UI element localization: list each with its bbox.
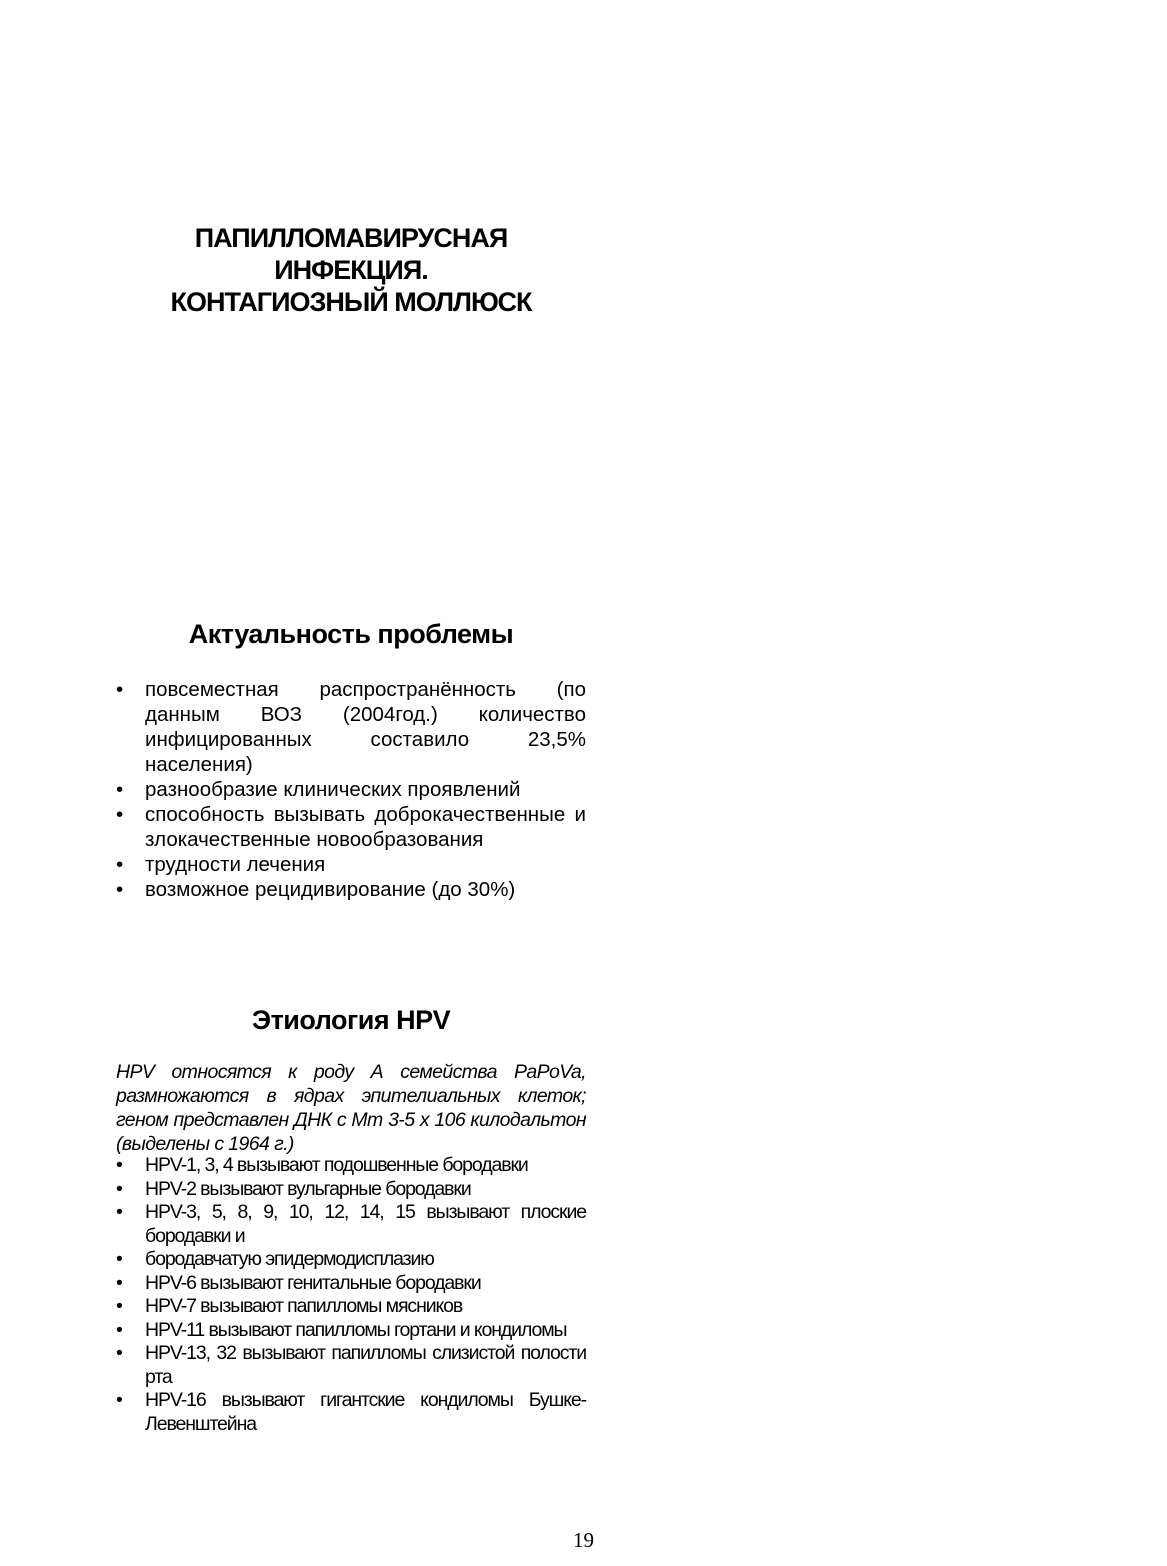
list-item: • HPV-3, 5, 8, 9, 10, 12, 14, 15 вызывают плоские бородавки и [116,1201,586,1248]
list-item: • бородавчатую эпидермодисплазию [116,1248,586,1272]
list-item: • HPV-6 вызывают генитальные бородавки [116,1272,586,1296]
list-item: • HPV-7 вызывают папилломы мясников [116,1295,586,1319]
list-item: • способность вызывать доброкачественные и злокачественные новообразования [116,802,586,852]
title-line-2: ИНФЕКЦИЯ. [274,255,428,285]
list-item: • трудности лечения [116,852,586,877]
list-item: • повсеместная распространённость (по данным ВОЗ (2004год.) количество инфицированных составило 23,5% населения) [116,677,586,777]
list-item: • возможное рецидивирование (до 30%) [116,877,586,902]
list-item: • HPV-2 вызывают вульгарные бородавки [116,1178,586,1202]
list-item: • разнообразие клинических проявлений [116,777,586,802]
title-line-1: ПАПИЛЛОМАВИРУСНАЯ [194,223,508,253]
list-item: • HPV-1, 3, 4 вызывают подошвенные бородавки [116,1154,586,1178]
page-number: 19 [573,1528,594,1552]
etiology-intro: HPV относятся к роду А семейства PaPoVa, размножаются в ядрах эпителиальных клеток; геном представлен ДНК с Мm 3-5 х 106 килодальтон (выделены с 1964 г.) [116,1061,586,1155]
list-item: • HPV-11 вызывают папилломы гортани и кондиломы [116,1319,586,1343]
list-item: • HPV-16 вызывают гигантские кондиломы Бушке-Левенштейна [116,1389,586,1436]
list-item: • HPV-13, 32 вызывают папилломы слизистой полости рта [116,1342,586,1389]
section-heading-relevance: Актуальность проблемы [188,619,514,649]
section-heading-etiology: Этиология HPV [251,1005,451,1035]
etiology-list [116,1154,586,1436]
page-title [116,222,586,318]
relevance-list [116,677,586,902]
title-line-3: КОНТАГИОЗНЫЙ МОЛЛЮСК [170,287,532,317]
